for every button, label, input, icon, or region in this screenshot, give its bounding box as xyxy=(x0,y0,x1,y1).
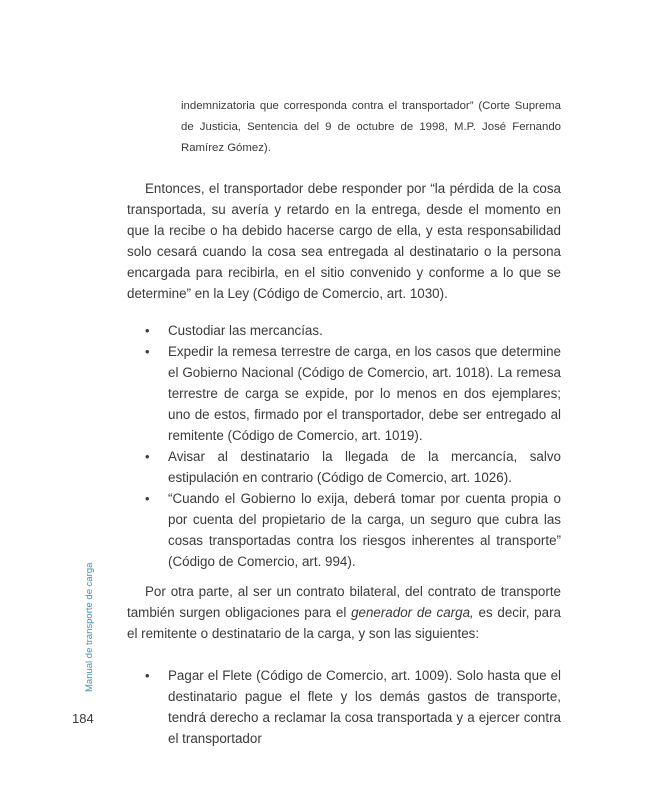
paragraph-text: Entonces, el transportador debe responder por “la pérdida de la cosa transportada, su avería y retardo en la entrega, desde el momento en que la recibe o ha debido hacerse cargo de ella, y esta responsabilidad solo cesará cuando la cosa sea entregada al destinatario o la persona encargada para recibirla, en el sitio convenido y conforme a lo que se determine” en la Ley (Código de Comercio, art. 1030). xyxy=(127,181,561,301)
list-item-text: Expedir la remesa terrestre de carga, en los casos que determine el Gobierno Nacional (Código de Comercio, art. 1018). La remesa terrestre de carga se expide, por lo menos en dos ejemplares; uno de estos, firmado por el transportador, debe ser entregado al remitente (Código de Comercio, art. 1019). xyxy=(168,344,561,443)
paragraph xyxy=(127,178,561,304)
running-book-title: Manual de transporte de carga xyxy=(84,562,95,692)
bullet-icon: • xyxy=(145,449,150,464)
list-item-text: Avisar al destinatario la llegada de la mercancía, salvo estipulación en contrario (Código de Comercio, art. 1026). xyxy=(168,449,561,485)
list-item xyxy=(127,320,561,341)
list-item xyxy=(127,665,561,749)
list-item-text: Pagar el Flete (Código de Comercio, art. 1009). Solo hasta que el destinatario pague el flete y los demás gastos de transporte, tendrá derecho a reclamar la cosa transportada y a ejercer contra el transportador xyxy=(168,668,561,746)
sender-obligations-list xyxy=(127,665,561,749)
obligations-list xyxy=(127,320,561,572)
bullet-icon: • xyxy=(145,344,150,359)
paragraph xyxy=(127,581,561,644)
bullet-icon: • xyxy=(145,668,150,683)
bullet-icon: • xyxy=(145,491,150,506)
block-quote: indemnizatoria que corresponda contra el transportador” (Corte Suprema de Justicia, Sentencia del 9 de octubre de 1998, M.P. José Fernando Ramírez Gómez). xyxy=(181,100,561,154)
emphasized-term: generador de carga, xyxy=(351,605,474,620)
list-item xyxy=(127,488,561,572)
list-item xyxy=(127,341,561,446)
list-item-text: Custodiar las mercancías. xyxy=(168,323,323,338)
bullet-icon: • xyxy=(145,323,150,338)
paragraph-text-start: Por otra parte, al ser un contrato bilateral, del contrato de transporte también surgen obligaciones para el xyxy=(127,584,561,620)
list-item-text: “Cuando el Gobierno lo exija, deberá tomar por cuenta propia o por cuenta del propietario de la carga, un seguro que cubra las cosas transportadas contra los riesgos inherentes al transporte” (Código de Comercio, art. 994). xyxy=(168,491,561,569)
page-number: 184 xyxy=(72,711,94,726)
paragraph-text-end: es decir, para el remitente o destinatario de la carga, y son las siguientes: xyxy=(127,605,561,641)
list-item xyxy=(127,446,561,488)
